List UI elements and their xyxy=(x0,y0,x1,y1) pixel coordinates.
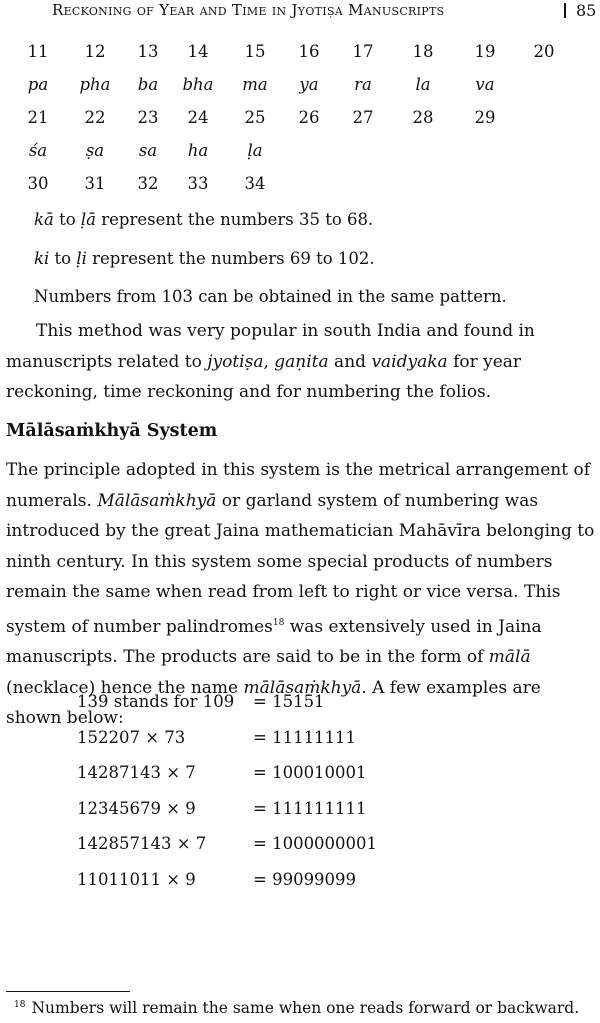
section-heading: Mālāsaṁkhyā System xyxy=(6,421,218,441)
para2-text-1: The principle adopted in this system is the metrical arrangement of numerals. xyxy=(6,460,590,511)
grid-cell: 22 xyxy=(84,108,106,127)
running-header xyxy=(0,0,600,24)
para1-term-vaidyaka: vaidyaka xyxy=(371,351,448,372)
grid-cell: va xyxy=(475,75,495,94)
example-result: = 99099099 xyxy=(253,869,357,889)
grid-cell: 26 xyxy=(298,108,320,127)
para1-term-ganita: gaṇita xyxy=(274,351,329,372)
grid-cell: 23 xyxy=(137,108,159,127)
example-expression: 152207 × 73 xyxy=(77,727,186,747)
footnote-reference[interactable]: 18 xyxy=(272,617,285,628)
example-result: = 11111111 xyxy=(253,727,357,747)
grid-cell: ba xyxy=(137,75,159,94)
para1-text-2: , xyxy=(263,351,275,372)
grid-cell: 33 xyxy=(187,174,209,193)
grid-cell: la xyxy=(415,75,431,94)
grid-cell: 15 xyxy=(244,42,266,61)
page-number: 85 xyxy=(576,1,597,20)
grid-cell: ha xyxy=(187,141,209,160)
grid-cell: 16 xyxy=(298,42,320,61)
ki-to: to xyxy=(49,249,77,268)
grid-cell: 20 xyxy=(533,42,555,61)
example-result: = 100010001 xyxy=(253,763,367,782)
example-result: = 111111111 xyxy=(253,798,367,818)
example-result: = 1000000001 xyxy=(253,834,378,853)
ka-rest: represent the numbers 35 to 68. xyxy=(96,210,374,229)
numbers-from-line: Numbers from 103 can be obtained in the same pattern. xyxy=(34,287,507,306)
grid-cell: bha xyxy=(182,75,214,94)
para2-text-5: . A few examples are shown below: xyxy=(6,677,541,728)
grid-cell: 34 xyxy=(244,174,266,193)
grid-cell: pha xyxy=(79,75,111,94)
header-divider xyxy=(564,3,566,18)
grid-cell: 13 xyxy=(137,42,159,61)
para1-text-4: for year reckoning, time reckoning and for numbering the folios. xyxy=(6,351,522,402)
para2-text-2: or garland system of numbering was introduced by the great Jaina mathematician Mahāvīra belonging to ninth century. In this system some special products of numbers remain the same when read from left to right or vice versa. This system of number palindromes xyxy=(6,490,595,637)
footnote-divider xyxy=(6,991,130,992)
para2-text-3: was extensively used in Jaina manuscripts. The products are said to be in the form of xyxy=(6,616,542,667)
para1-text-3: and xyxy=(328,351,372,372)
grid-cell: 11 xyxy=(27,42,49,61)
grid-cell: 32 xyxy=(137,174,159,193)
grid-cell: ra xyxy=(354,75,372,94)
footnote xyxy=(14,999,579,1017)
grid-cell: ya xyxy=(299,75,319,94)
grid-cell: 17 xyxy=(352,42,374,61)
grid-cell: 29 xyxy=(474,108,496,127)
example-expression: 11011011 × 9 xyxy=(77,869,196,889)
example-expression: 14287143 × 7 xyxy=(77,763,196,782)
grid-cell: ma xyxy=(242,75,268,94)
la-syllable: ḷā xyxy=(80,210,97,229)
grid-cell: 27 xyxy=(352,108,374,127)
grid-cell: 21 xyxy=(27,108,49,127)
para2-term-malasamkhya: Mālāsaṁkhyā xyxy=(97,490,217,511)
grid-cell: 30 xyxy=(27,174,49,193)
ki-syllable: ki xyxy=(34,249,50,268)
grid-cell: 24 xyxy=(187,108,209,127)
grid-cell: sa xyxy=(138,141,158,160)
footnote-mark: 18 xyxy=(14,1000,26,1010)
grid-cell: 12 xyxy=(84,42,106,61)
grid-cell: 19 xyxy=(474,42,496,61)
para1-text-1: This method was very popular in south India and found in manuscripts related to xyxy=(6,321,535,372)
para1-term-jyotisa: jyotiṣa xyxy=(207,351,264,372)
grid-cell: 14 xyxy=(187,42,209,61)
example-expression: 139 stands for 109 xyxy=(77,692,235,711)
ka-syllable: kā xyxy=(34,210,54,229)
para2-term-malasamkhya-2: mālāsaṁkhyā xyxy=(243,677,362,698)
running-header-title: Reckoning of Year and Time in Jyotiṣa Manuscripts xyxy=(52,1,445,19)
li-syllable: ḷi xyxy=(76,249,87,268)
grid-cell: 31 xyxy=(84,174,106,193)
footnote-text: Numbers will remain the same when one reads forward or backward. xyxy=(31,999,580,1017)
grid-cell: 18 xyxy=(412,42,434,61)
example-result: = 15151 xyxy=(253,692,325,711)
para2-term-mala: mālā xyxy=(488,647,531,667)
ki-rest: represent the numbers 69 to 102. xyxy=(86,249,375,268)
grid-cell: pa xyxy=(27,75,49,94)
example-expression: 12345679 × 9 xyxy=(77,798,196,818)
grid-cell: 25 xyxy=(244,108,266,127)
grid-cell: śa xyxy=(28,141,48,160)
grid-cell: ḷa xyxy=(247,141,263,160)
grid-cell: 28 xyxy=(412,108,434,127)
paragraph-method xyxy=(6,316,595,408)
example-expression: 142857143 × 7 xyxy=(77,834,207,853)
grid-cell: ṣa xyxy=(85,141,105,160)
ka-to: to xyxy=(53,210,81,229)
para2-text-4: (necklace) hence the name xyxy=(6,677,244,698)
ki-line xyxy=(34,249,375,268)
ka-line xyxy=(34,210,373,229)
